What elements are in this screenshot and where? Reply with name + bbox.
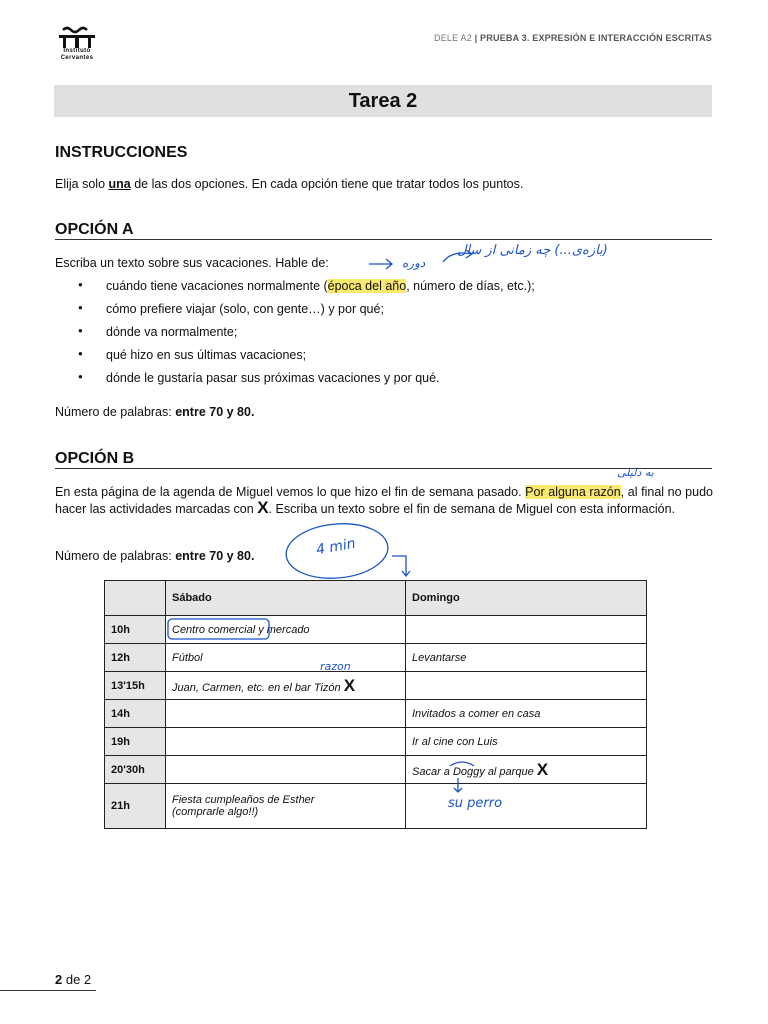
instructions-after: de las dos opciones. En cada opción tiene que tratar todos los puntos. [130,177,524,191]
handwritten-note: به دلیلی [617,466,654,479]
hour-cell: 14h [105,700,166,728]
sunday-cell: Levantarse [406,644,647,672]
sunday-cell: Invitados a comer en casa [406,700,647,728]
header-cell-saturday: Sábado [166,581,406,616]
bullet-text: dónde va normalmente; [106,325,238,339]
x-mark-icon: X [343,675,356,695]
page-total: 2 [83,972,92,987]
hour-cell: 21h [105,784,166,829]
word-count-value: entre 70 y 80. [175,549,255,563]
sunday-cell: Ir al cine con Luis [406,728,647,756]
handwritten-note: (بازه‌ی...) چه زمانی از سال [457,243,608,258]
handwritten-note: 4 min [314,535,357,559]
bullet-text: , número de días, etc.); [406,279,535,293]
activity-text: Fiesta cumpleaños de Esther [172,794,315,806]
highlighted-text: época del año [327,279,407,293]
activity-text: Sacar a Doggy al parque [412,765,534,778]
logo-text-line2: Cervantes [60,55,94,61]
word-count-label: Número de palabras: [55,549,176,563]
paragraph-text: . Escriba un texto sobre el fin de semana de Miguel con esta información. [268,502,676,516]
arrow-icon [369,259,392,269]
option-a-intro: Escriba un texto sobre sus vacaciones. Hable de: [55,256,329,270]
instructions-heading: INSTRUCCIONES [55,144,188,161]
arrow-icon [392,556,410,576]
activity-text: (comprarle algo!!) [172,806,259,818]
task-title: Tarea 2 [54,85,712,117]
x-mark-icon: X [536,759,549,779]
instructions-before: Elija solo [55,177,109,191]
option-a-heading: OPCIÓN A [55,221,712,240]
bullet-text: cuándo tiene vacaciones normalmente ( [106,279,328,293]
hour-cell: 13'15h [105,672,166,700]
page-separator: de [62,972,84,987]
paragraph-text: , al final no pudo hacer las actividades marcadas con [55,485,713,516]
hour-cell: 12h [105,644,166,672]
hour-cell: 20'30h [105,756,166,784]
instructions-emphasis: una [108,177,131,191]
saturday-cell: Centro comercial y mercado [166,616,406,644]
hour-cell: 19h [105,728,166,756]
highlighted-text: Por alguna razón [525,485,621,499]
box-mark-icon [168,619,269,639]
curve-mark-icon [450,762,474,766]
arrow-icon [454,778,462,792]
paragraph-text: En esta página de la agenda de Miguel vemos lo que hizo el fin de semana pasado. [55,485,526,499]
saturday-cell: Fútbol [166,644,406,672]
bullet-text: dónde le gustaría pasar sus próximas vacaciones y por qué. [106,371,440,385]
word-count-value: entre 70 y 80. [175,405,255,419]
hour-cell: 10h [105,616,166,644]
handwritten-note: دوره [402,256,426,270]
word-count-label: Número de palabras: [55,405,176,419]
footer-divider [0,990,96,991]
bullet-text: cómo prefiere viajar (solo, con gente…) y por qué; [106,302,384,316]
handwritten-note: su perro [448,796,503,811]
page-number [55,972,91,987]
page-current: 2 [55,972,63,987]
handwritten-note: razon [320,660,351,673]
x-mark-icon: X [257,498,269,517]
bullet-text: qué hizo en sus últimas vacaciones; [106,348,307,362]
option-b-heading: OPCIÓN B [55,450,712,469]
activity-text: Juan, Carmen, etc. en el bar Tizón [172,681,341,694]
logo-text-line1: Instituto [63,48,91,54]
header-cell-sunday: Domingo [406,581,647,616]
exam-section: | PRUEBA 3. EXPRESIÓN E INTERACCIÓN ESCRITAS [474,33,712,43]
exam-level: DELE A2 [434,33,472,43]
